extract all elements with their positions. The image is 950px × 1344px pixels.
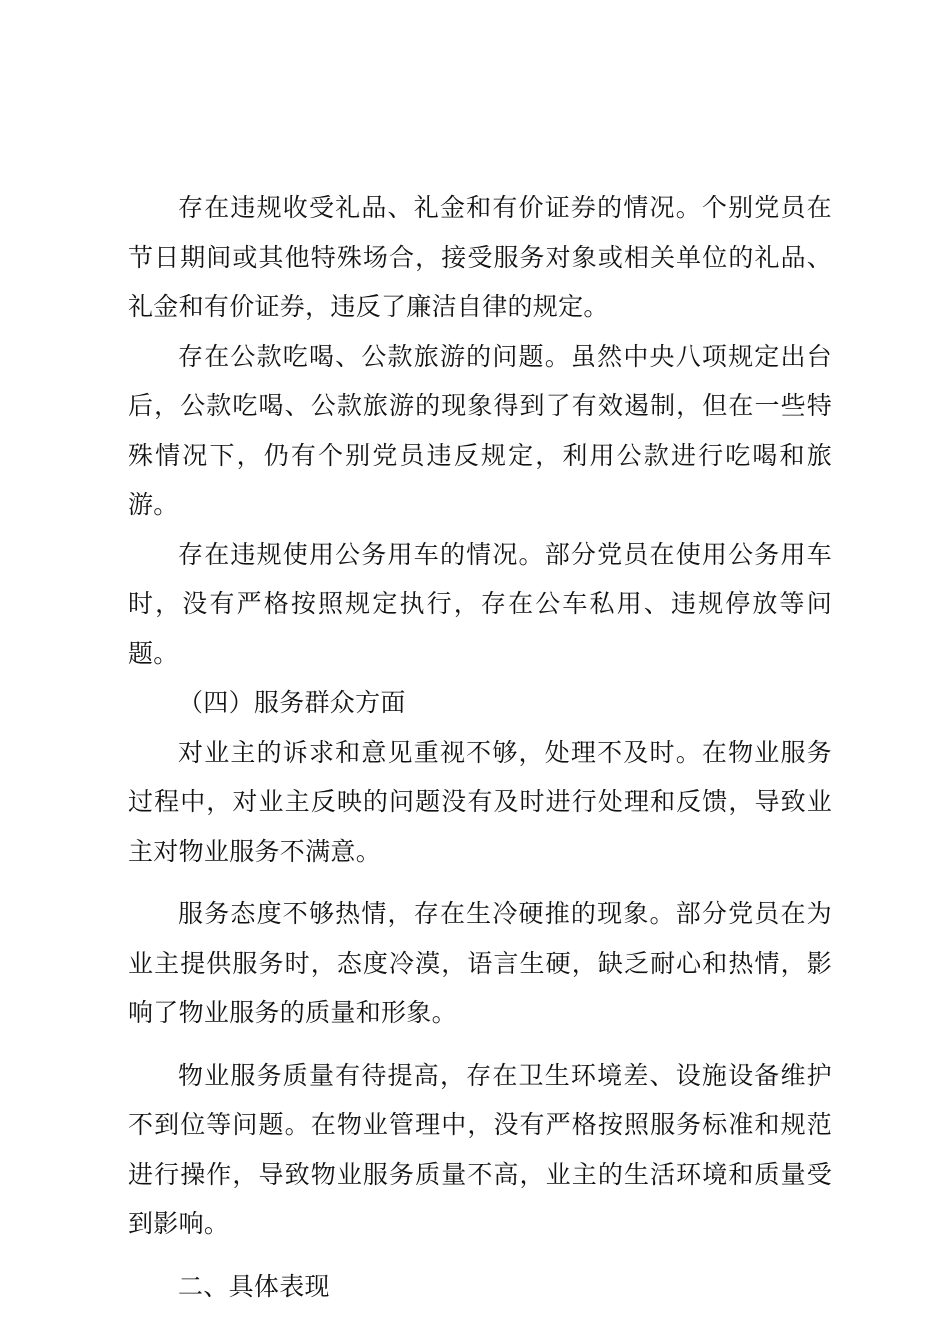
paragraph-service-attitude: 服务态度不够热情，存在生冷硬推的现象。部分党员在为业主提供服务时，态度冷漠，语言生硬，缺乏耐心和热情，影响了物业服务的质量和形象。 xyxy=(128,899,832,1027)
paragraph-owner-complaints: 对业主的诉求和意见重视不够，处理不及时。在物业服务过程中，对业主反映的问题没有及时进行处理和反馈，导致业主对物业服务不满意。 xyxy=(128,737,832,866)
paragraph-gap xyxy=(128,1249,832,1262)
document-body xyxy=(128,183,832,1311)
section-heading-specific-manifestations: 二、具体表现 xyxy=(178,1271,330,1301)
paragraph-gap xyxy=(128,1038,832,1051)
paragraph-official-vehicles: 存在违规使用公务用车的情况。部分党员在使用公务用车时，没有严格按照规定执行，存在公车私用、违规停放等问题。 xyxy=(128,539,832,668)
paragraph-public-funds: 存在公款吃喝、公款旅游的问题。虽然中央八项规定出台后，公款吃喝、公款旅游的现象得到了有效遏制，但在一些特殊情况下，仍有个别党员违反规定，利用公款进行吃喝和旅游。 xyxy=(128,341,832,519)
paragraph-service-quality: 物业服务质量有待提高，存在卫生环境差、设施设备维护不到位等问题。在物业管理中，没有严格按照服务标准和规范进行操作，导致物业服务质量不高，业主的生活环境和质量受到影响。 xyxy=(128,1060,832,1238)
paragraph-gifts: 存在违规收受礼品、礼金和有价证券的情况。个别党员在节日期间或其他特殊场合，接受服务对象或相关单位的礼品、礼金和有价证券，违反了廉洁自律的规定。 xyxy=(128,193,832,321)
section-heading-serving-masses: （四）服务群众方面 xyxy=(178,688,406,717)
paragraph-gap xyxy=(128,876,832,889)
